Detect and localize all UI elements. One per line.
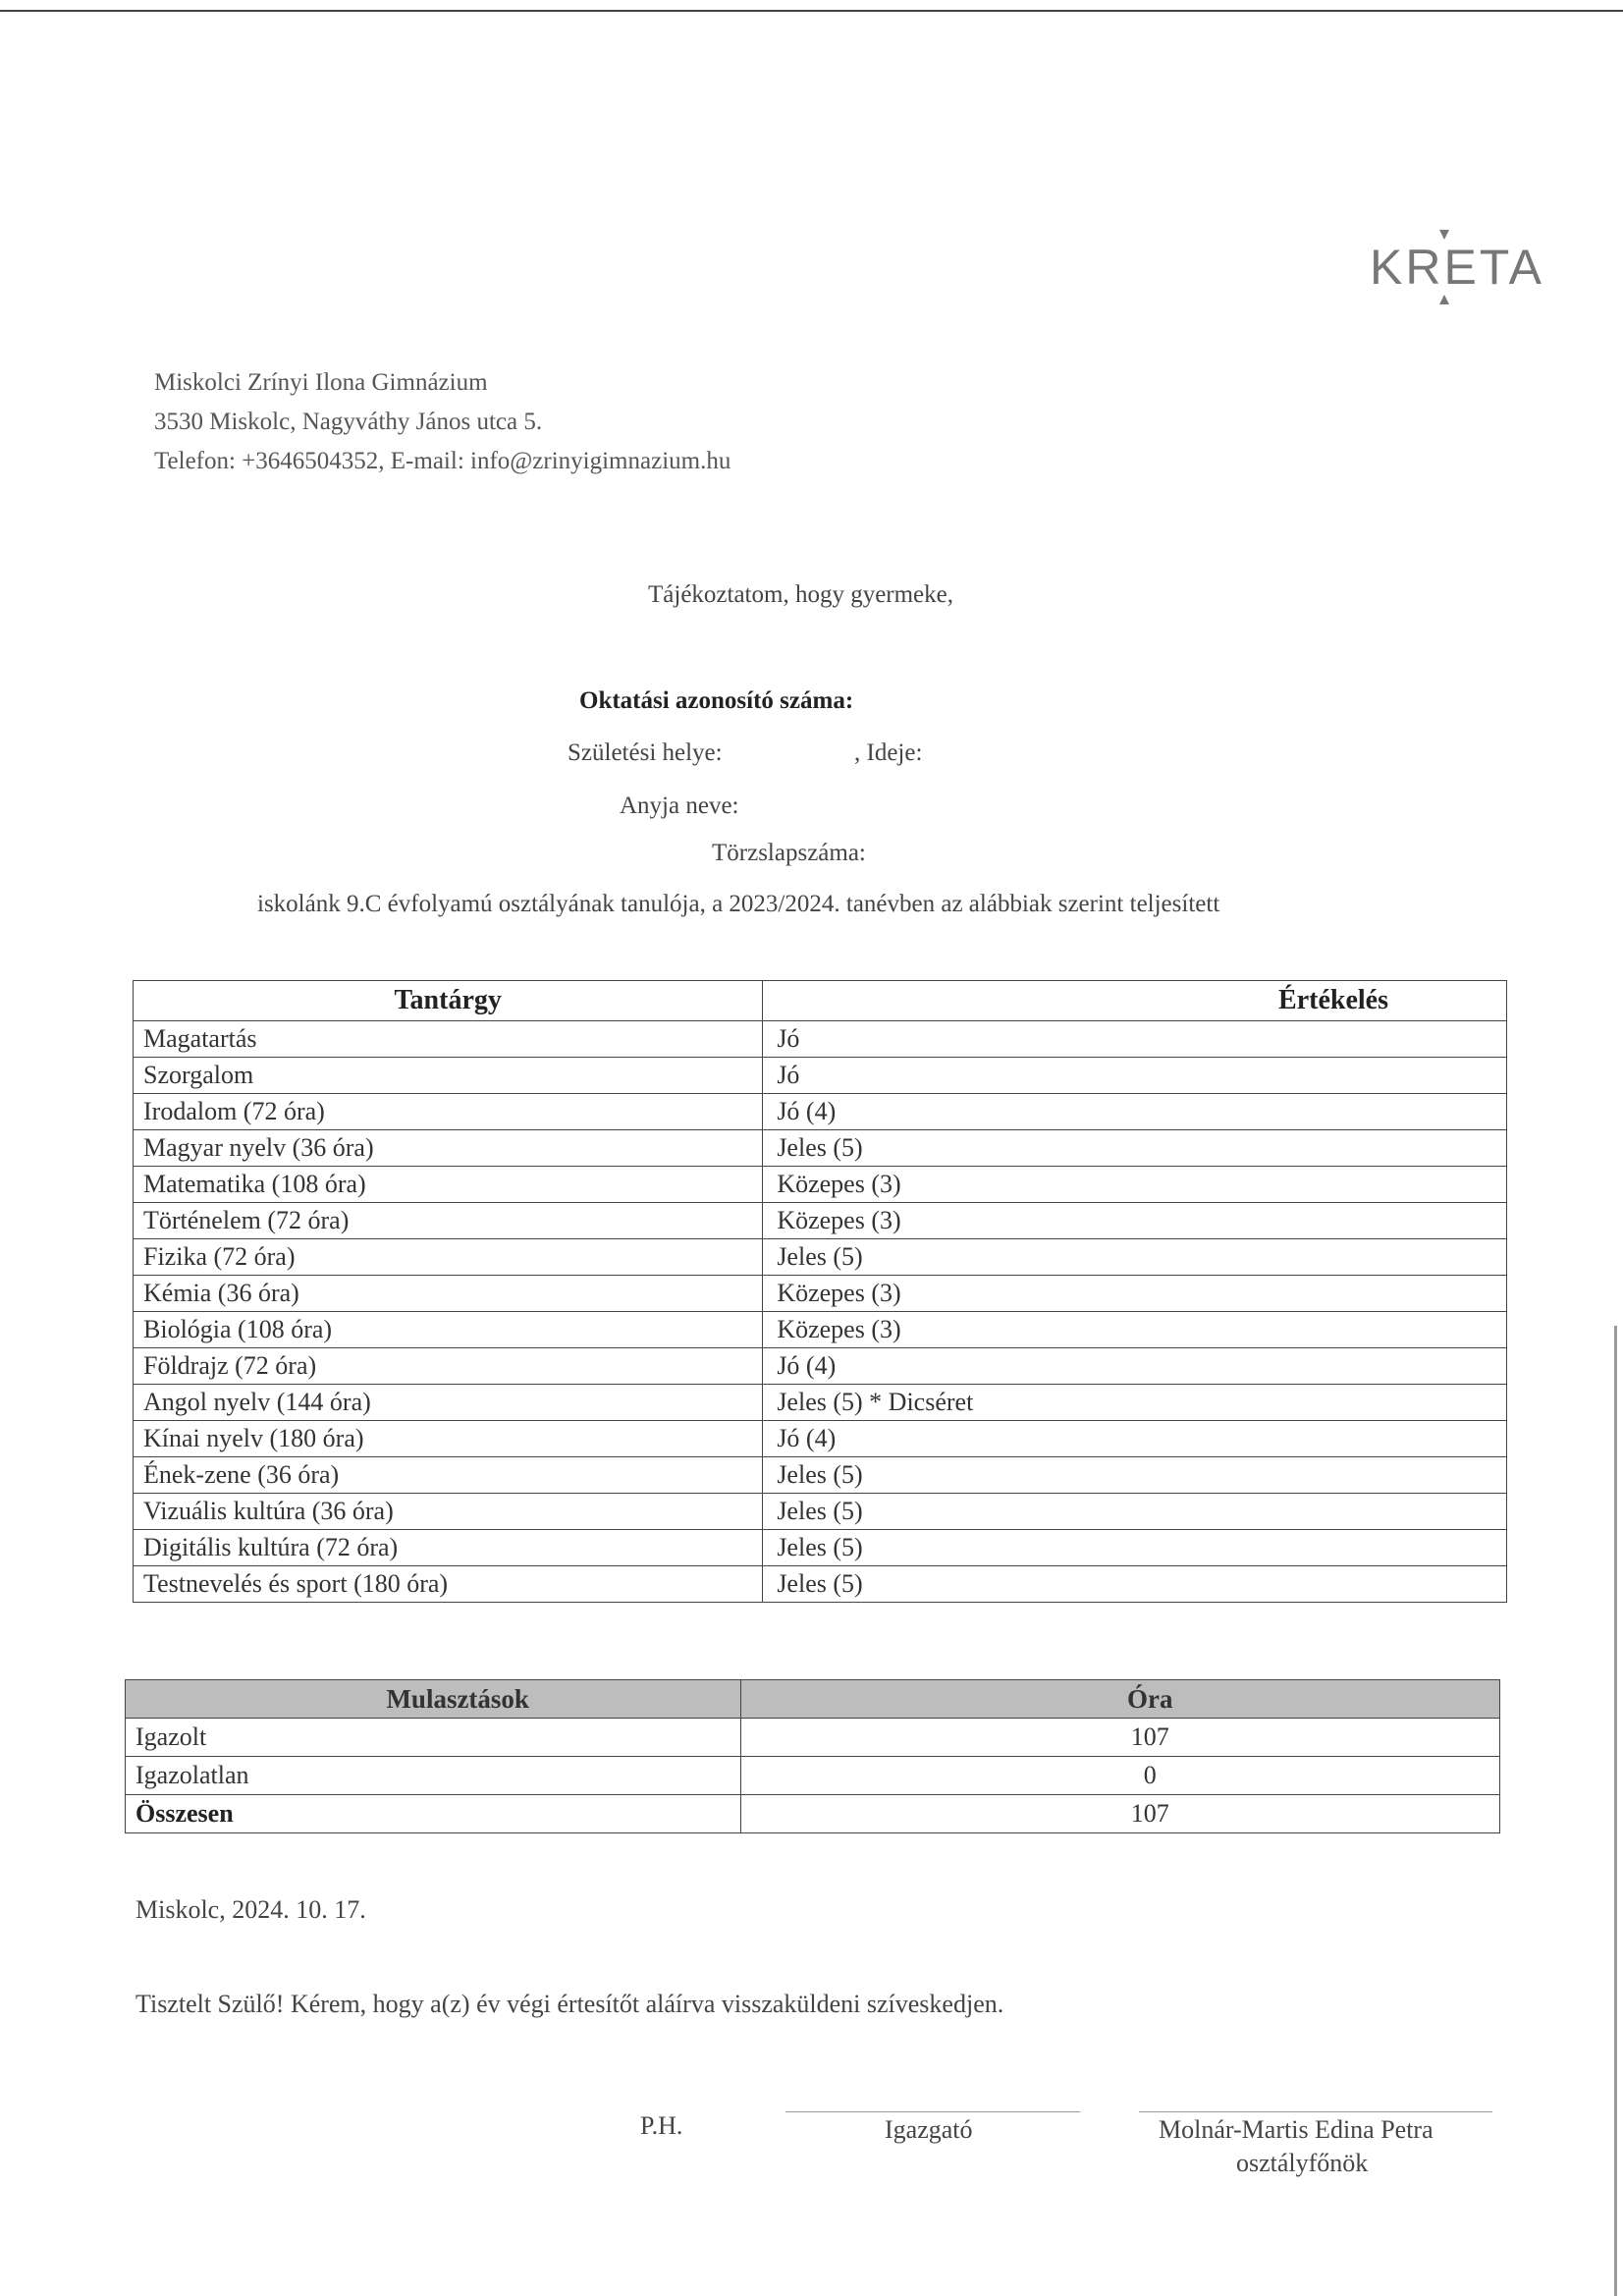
logo-mark-top — [1439, 230, 1449, 240]
table-row — [134, 1457, 1507, 1494]
absence-hours: 0 — [741, 1757, 1500, 1795]
table-row — [134, 1566, 1507, 1603]
subject-cell: Magyar nyelv (36 óra) — [134, 1130, 763, 1167]
statement-text: iskolánk 9.C évfolyamú osztályának tanulója, a 2023/2024. tanévben az alábbiak szerint teljesített — [257, 891, 1220, 917]
grade-header: Értékelés — [763, 981, 1507, 1021]
school-address: 3530 Miskolc, Nagyváthy János utca 5. — [154, 409, 543, 435]
teacher-name: Molnár-Martis Edina Petra — [1159, 2115, 1434, 2144]
table-row — [134, 1312, 1507, 1348]
school-header — [154, 363, 730, 481]
table-row — [134, 1239, 1507, 1276]
subject-cell: Digitális kultúra (72 óra) — [134, 1530, 763, 1566]
table-row — [134, 1494, 1507, 1530]
table-row — [126, 1795, 1500, 1833]
absence-total-label: Összesen — [126, 1795, 741, 1833]
date-place: Miskolc, 2024. 10. 17. — [135, 1895, 366, 1924]
birth-place-label: Születési helye: — [568, 739, 723, 766]
birth-date-label: , Ideje: — [854, 739, 923, 766]
absences-header: Mulasztások — [126, 1680, 741, 1719]
principal-label: Igazgató — [885, 2115, 973, 2144]
table-row — [126, 1719, 1500, 1757]
absence-hours: 107 — [741, 1719, 1500, 1757]
kreta-logo — [1370, 228, 1544, 306]
subject-cell: Fizika (72 óra) — [134, 1239, 763, 1276]
subject-cell: Kínai nyelv (180 óra) — [134, 1421, 763, 1457]
subject-cell: Matematika (108 óra) — [134, 1167, 763, 1203]
table-row — [134, 1421, 1507, 1457]
absences-header-row — [126, 1680, 1500, 1719]
subject-cell: Angol nyelv (144 óra) — [134, 1385, 763, 1421]
grade-cell: Közepes (3) — [763, 1312, 1507, 1348]
grade-cell: Jó — [763, 1021, 1507, 1058]
table-row — [126, 1757, 1500, 1795]
table-row — [134, 1203, 1507, 1239]
table-row — [134, 1348, 1507, 1385]
table-row — [134, 1058, 1507, 1094]
absences-table — [125, 1679, 1500, 1833]
grade-cell: Közepes (3) — [763, 1167, 1507, 1203]
table-row — [134, 1276, 1507, 1312]
subject-header: Tantárgy — [134, 981, 763, 1021]
subject-cell: Magatartás — [134, 1021, 763, 1058]
school-name: Miskolci Zrínyi Ilona Gimnázium — [154, 369, 488, 396]
subject-cell: Testnevelés és sport (180 óra) — [134, 1566, 763, 1603]
table-row — [134, 1130, 1507, 1167]
subject-cell: Irodalom (72 óra) — [134, 1094, 763, 1130]
grade-cell: Jó (4) — [763, 1348, 1507, 1385]
subject-cell: Ének-zene (36 óra) — [134, 1457, 763, 1494]
grade-cell: Jeles (5) — [763, 1530, 1507, 1566]
table-row — [134, 1385, 1507, 1421]
absence-type: Igazolt — [126, 1719, 741, 1757]
absence-total-hours: 107 — [741, 1795, 1500, 1833]
logo-mark-bottom — [1439, 295, 1449, 304]
table-row — [134, 1094, 1507, 1130]
grade-cell: Jó (4) — [763, 1421, 1507, 1457]
grades-table — [133, 980, 1507, 1603]
logo-text: KRETA — [1370, 240, 1544, 295]
subject-cell: Biológia (108 óra) — [134, 1312, 763, 1348]
principal-signature-line — [785, 2111, 1080, 2112]
mother-name-label: Anyja neve: — [620, 793, 739, 819]
stamp-label: P.H. — [640, 2111, 683, 2140]
table-row — [134, 1021, 1507, 1058]
intro-text: Tájékoztatom, hogy gyermeke, — [648, 581, 953, 608]
hours-header: Óra — [741, 1680, 1500, 1719]
grade-cell: Közepes (3) — [763, 1203, 1507, 1239]
subject-cell: Szorgalom — [134, 1058, 763, 1094]
grade-cell: Közepes (3) — [763, 1276, 1507, 1312]
grades-header-row — [134, 981, 1507, 1021]
parent-request: Tisztelt Szülő! Kérem, hogy a(z) év végi értesítőt aláírva visszaküldeni szíveskedjen. — [135, 1990, 1004, 2018]
subject-cell: Földrajz (72 óra) — [134, 1348, 763, 1385]
teacher-role: osztályfőnök — [1236, 2149, 1369, 2177]
grade-cell: Jó (4) — [763, 1094, 1507, 1130]
register-number-label: Törzslapszáma: — [712, 840, 866, 866]
school-contact: Telefon: +3646504352, E-mail: info@zrinyigimnazium.hu — [154, 448, 731, 474]
absence-type: Igazolatlan — [126, 1757, 741, 1795]
grade-cell: Jeles (5) — [763, 1566, 1507, 1603]
grade-cell: Jeles (5) — [763, 1239, 1507, 1276]
scan-edge — [1614, 1326, 1617, 2296]
subject-cell: Történelem (72 óra) — [134, 1203, 763, 1239]
grade-cell: Jeles (5) — [763, 1494, 1507, 1530]
table-row — [134, 1530, 1507, 1566]
grade-cell: Jeles (5) — [763, 1130, 1507, 1167]
subject-cell: Vizuális kultúra (36 óra) — [134, 1494, 763, 1530]
table-row — [134, 1167, 1507, 1203]
grade-cell: Jó — [763, 1058, 1507, 1094]
subject-cell: Kémia (36 óra) — [134, 1276, 763, 1312]
teacher-signature-line — [1139, 2111, 1492, 2112]
grade-cell: Jeles (5) * Dicséret — [763, 1385, 1507, 1421]
id-label: Oktatási azonosító száma: — [579, 687, 854, 714]
top-rule — [0, 10, 1623, 12]
grade-cell: Jeles (5) — [763, 1457, 1507, 1494]
